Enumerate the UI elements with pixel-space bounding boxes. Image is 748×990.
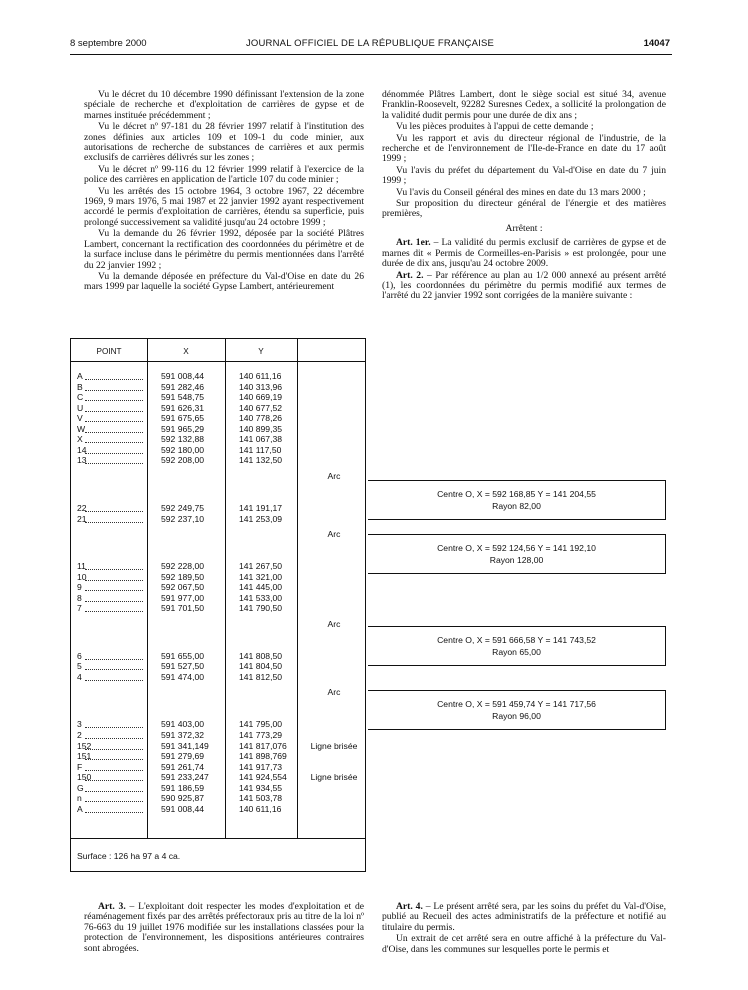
table-row: [71, 672, 365, 683]
arc-radius: Rayon 65,00: [492, 647, 541, 657]
paragraph: Vu les arrêtés des 15 octobre 1964, 3 octobre 1967, 22 décembre 1969, 9 mars 1976, 5 mai 1987 et 22 janvier 1992 ayant respectivement accordé le permis d'exploitation de carrières, étendu sa superficie, puis prolongé successivement sa validité jusqu'au 24 octobre 1999 ;: [84, 185, 364, 228]
header-divider: [71, 361, 365, 362]
table-row: [71, 455, 365, 466]
y-value: 141 898,769: [239, 751, 287, 762]
x-value: 591 626,31: [161, 402, 205, 413]
paragraph: Vu les rapport et avis du directeur régional de l'industrie, de la recherche et de l'environnement de l'Ile-de-France en date du 17 août 1999 ;: [382, 132, 666, 165]
leader-dots: [85, 400, 143, 401]
y-value: 141 132,50: [239, 455, 283, 466]
leader-dots: [85, 411, 143, 412]
leader-dots: [85, 727, 143, 728]
x-value: 591 282,46: [161, 381, 205, 392]
x-value: 592 237,10: [161, 513, 205, 524]
table-row: [71, 413, 365, 424]
leader-dots: [85, 442, 143, 443]
paragraph: Vu le décret nº 97-181 du 28 février 1997 relatif à l'institution des zones définies aux articles 109 et 109-1 du code minier, aux autorisations de recherche de substances de carrières et aux permis exclusifs de carrières délivrés sur les zones ;: [84, 121, 364, 164]
article-text: – La validité du permis exclusif de carrières de gypse et de marnes dit « Permis de Cormeilles-en-Parisis » est prolongée, pour une durée de dix ans, jusqu'au 24 octobre 2009.: [382, 237, 666, 270]
leader-dots: [85, 453, 143, 454]
y-value: 141 790,50: [239, 603, 283, 614]
page-header: [70, 38, 670, 52]
table-row: [71, 804, 365, 815]
x-value: 591 527,50: [161, 661, 205, 672]
point-label: 21: [77, 513, 87, 524]
arc-radius: Rayon 128,00: [489, 555, 544, 565]
table-row: [71, 783, 365, 794]
leader-dots: [85, 749, 143, 750]
arc-row: [71, 619, 365, 630]
table-row: [71, 593, 365, 604]
x-value: 591 675,65: [161, 413, 205, 424]
arc-radius: Rayon 96,00: [492, 711, 541, 721]
article-1: [382, 238, 666, 269]
surface-total: Surface : 126 ha 97 a 4 ca.: [77, 851, 181, 861]
y-value: 141 503,78: [239, 793, 283, 804]
article-label: Art. 2.: [396, 269, 424, 281]
x-value: 591 474,00: [161, 671, 205, 682]
point-label: 152: [77, 740, 92, 751]
issue-date: 8 septembre 2000: [70, 38, 147, 49]
paragraph: Sur proposition du directeur général de l'énergie et des matières premières,: [382, 198, 666, 220]
y-value: 141 321,00: [239, 571, 283, 582]
y-value: 140 677,52: [239, 402, 283, 413]
y-value: 140 778,26: [239, 413, 283, 424]
y-value: 141 924,554: [239, 772, 287, 783]
header-x: X: [183, 347, 189, 356]
table-row: [71, 582, 365, 593]
point-label: V: [77, 413, 83, 424]
leader-dots: [85, 379, 143, 380]
leader-dots: [85, 812, 143, 813]
point-label: C: [77, 392, 84, 403]
table-row: [71, 772, 365, 783]
right-column-bottom: [382, 902, 666, 956]
x-value: 592 067,50: [161, 582, 205, 593]
x-value: 591 233,247: [161, 772, 209, 783]
arc-box: [368, 480, 666, 520]
y-value: 141 917,73: [239, 761, 283, 772]
point-label: 13: [77, 455, 87, 466]
arc-radius: Rayon 82,00: [492, 501, 541, 511]
point-label: 22: [77, 502, 87, 513]
table-row: [71, 434, 365, 445]
paragraph: Vu l'avis du préfet du département du Val-d'Oise en date du 7 juin 1999 ;: [382, 164, 666, 187]
point-label: 10: [77, 571, 87, 582]
arc-box: [368, 690, 666, 730]
table-row: [71, 503, 365, 514]
y-value: 141 817,076: [239, 740, 287, 751]
leader-dots: [85, 580, 143, 581]
leader-dots: [85, 569, 143, 570]
leader-dots: [85, 738, 143, 739]
leader-dots: [85, 432, 143, 433]
paragraph: Vu les pièces produites à l'appui de cette demande ;: [396, 121, 594, 133]
table-row: [71, 751, 365, 762]
x-value: 591 008,44: [161, 803, 205, 814]
x-value: 591 341,149: [161, 740, 209, 751]
point-label: F: [77, 761, 83, 772]
table-row: [71, 561, 365, 572]
point-label: A: [77, 371, 83, 381]
y-value: 141 067,38: [239, 434, 283, 445]
article-2: [382, 271, 666, 302]
leader-dots: [85, 611, 143, 612]
leader-dots: [85, 590, 143, 591]
arc-center: Centre O, X = 591 459,74 Y = 141 717,56: [437, 699, 596, 709]
point-label: 150: [77, 772, 92, 783]
article-text: – L'exploitant doit respecter les modes d'exploitation et de réaménagement fixés par des arrêtés préfectoraux pris au titre de la loi nº 76-663 du 19 juillet 1976 modifiée sur les installations classées pour la protection de l'environnement, les dispositions antérieures contraires sont abrogées.: [84, 901, 364, 954]
leader-dots: [85, 463, 143, 464]
x-value: 592 189,50: [161, 571, 205, 582]
header-rule: [70, 54, 672, 55]
x-value: 592 228,00: [161, 561, 205, 572]
x-value: 591 008,44: [161, 371, 205, 381]
x-value: 591 261,74: [161, 761, 205, 772]
paragraph: Vu l'avis du Conseil général des mines en date du 13 mars 2000 ;: [396, 186, 646, 198]
table-row: [71, 382, 365, 393]
y-value: 141 795,00: [239, 719, 283, 730]
leader-dots: [85, 669, 143, 670]
arc-center: Centre O, X = 591 666,58 Y = 141 743,52: [437, 635, 596, 645]
x-value: 591 548,75: [161, 392, 205, 403]
table-row: [71, 762, 365, 773]
journal-title: JOURNAL OFFICIEL DE LA RÉPUBLIQUE FRANÇAISE: [245, 38, 495, 49]
article-text: – Par référence au plan au 1/2 000 annexé au présent arrêté (1), les coordonnées du périmètre du permis modifié aux termes de l'arrêté du 22 janvier 1992 sont corrigées de la manière suivante :: [382, 269, 666, 302]
coordinates-table: [70, 338, 366, 872]
x-value: 591 403,00: [161, 719, 205, 730]
point-label: 9: [77, 582, 82, 593]
arc-row: [71, 471, 365, 482]
x-value: 591 701,50: [161, 603, 205, 614]
table-row: [71, 403, 365, 414]
article-text: – Le présent arrêté sera, par les soins du préfet du Val-d'Oise, publié au Recueil des actes administratifs de la préfecture et notifié au titulaire du permis.: [382, 901, 666, 933]
table-row: [71, 719, 365, 730]
y-value: 141 804,50: [239, 661, 283, 672]
row-remark: Ligne brisée: [310, 772, 358, 783]
arc-center: Centre O, X = 592 124,56 Y = 141 192,10: [437, 543, 596, 553]
x-value: 592 249,75: [161, 502, 205, 513]
footer-divider: [71, 838, 365, 839]
table-row: [71, 651, 365, 662]
leader-dots: [85, 770, 143, 771]
point-label: n: [77, 793, 82, 804]
point-label: 5: [77, 661, 82, 672]
y-value: 141 445,00: [239, 582, 283, 593]
x-value: 591 965,29: [161, 423, 205, 434]
y-value: 141 808,50: [239, 650, 283, 661]
row-remark: Ligne brisée: [310, 740, 358, 751]
y-value: 141 267,50: [239, 561, 283, 572]
right-column-top: [382, 90, 666, 303]
table-row: [71, 741, 365, 752]
point-label: 14: [77, 444, 87, 455]
article-label: Art. 4.: [396, 901, 423, 912]
header-y: Y: [258, 347, 264, 356]
point-label: G: [77, 782, 84, 793]
table-row: [71, 793, 365, 804]
point-label: 11: [77, 561, 86, 572]
y-value: 140 669,19: [239, 392, 283, 403]
point-label: 7: [77, 603, 82, 614]
x-value: 591 655,00: [161, 650, 205, 661]
row-remark: Arc: [327, 529, 341, 540]
article-3: [84, 902, 364, 954]
y-value: 141 773,29: [239, 730, 283, 740]
row-remark: Arc: [327, 687, 341, 698]
x-value: 590 925,87: [161, 793, 205, 804]
y-value: 141 812,50: [239, 671, 283, 682]
leader-dots: [85, 522, 143, 523]
x-value: 591 279,69: [161, 751, 205, 762]
point-label: W: [77, 423, 86, 434]
y-value: 141 117,50: [239, 444, 282, 455]
article-label: Art. 3.: [98, 901, 126, 912]
arc-row: [71, 529, 365, 540]
point-label: 3: [77, 719, 82, 730]
point-label: A: [77, 803, 83, 814]
y-value: 140 611,16: [239, 371, 282, 381]
y-value: 141 533,00: [239, 592, 283, 603]
paragraph: dénommée Plâtres Lambert, dont le siège social est situé 34, avenue Franklin-Roosevelt, 92282 Suresnes Cedex, a sollicité la prolongation de la validité dudit permis pour une durée de dix ans ;: [382, 89, 666, 121]
leader-dots: [85, 680, 143, 681]
table-row: [71, 514, 365, 525]
x-value: 592 208,00: [161, 455, 205, 466]
y-value: 140 611,16: [239, 803, 282, 814]
y-value: 141 191,17: [239, 502, 283, 513]
leader-dots: [85, 421, 143, 422]
paragraph: Vu le décret nº 99-116 du 12 février 1999 relatif à l'exercice de la police des carrières en application de l'article 107 du code minier ;: [84, 163, 364, 186]
table-row: [71, 371, 365, 382]
paragraph: Vu la demande du 26 février 1992, déposée par la société Plâtres Lambert, concernant la rectification des coordonnées du périmètre et de la surface incluse dans le périmètre du permis mentionnées dans l'arrêté du 22 janvier 1992 ;: [84, 228, 364, 271]
x-value: 591 372,32: [161, 730, 205, 740]
table-row: [71, 392, 365, 403]
x-value: 592 132,88: [161, 434, 205, 445]
row-remark: Arc: [327, 618, 341, 629]
arretent-heading: Arrêtent :: [505, 222, 543, 234]
point-label: X: [77, 434, 83, 445]
table-row: [71, 730, 365, 741]
x-value: 591 977,00: [161, 592, 205, 603]
article-4: [382, 902, 666, 933]
y-value: 140 313,96: [239, 381, 283, 392]
paragraph: Un extrait de cet arrêté sera en outre affiché à la préfecture du Val-d'Oise, dans les communes sur lesquelles porte le permis et: [382, 933, 666, 955]
y-value: 141 253,09: [239, 513, 283, 524]
table-row: [71, 445, 365, 456]
leader-dots: [85, 780, 143, 781]
arc-row: [71, 687, 365, 698]
leader-dots: [85, 659, 143, 660]
leader-dots: [85, 511, 143, 512]
point-label: 6: [77, 650, 82, 661]
point-label: 2: [77, 730, 82, 740]
left-column-top: [84, 90, 364, 294]
y-value: 141 934,55: [239, 782, 283, 793]
table-row: [71, 424, 365, 435]
arc-box: [368, 534, 666, 574]
leader-dots: [85, 601, 143, 602]
arc-box: [368, 626, 666, 666]
point-label: B: [77, 381, 83, 392]
point-label: 8: [77, 592, 82, 603]
header-point: POINT: [96, 347, 122, 356]
row-remark: Arc: [327, 470, 341, 481]
leader-dots: [85, 390, 143, 391]
paragraph: Vu le décret du 10 décembre 1990 définissant l'extension de la zone spéciale de recherche et d'exploitation de carrières de gypse et de marnes instituée précédemment ;: [84, 89, 364, 121]
table-row: [71, 572, 365, 583]
leader-dots: [85, 801, 143, 802]
x-value: 592 180,00: [161, 444, 205, 455]
table-row: [71, 661, 365, 672]
x-value: 591 186,59: [161, 782, 205, 793]
paragraph: Vu la demande déposée en préfecture du Val-d'Oise en date du 26 mars 1999 par laquelle la société Gypse Lambert, antérieurement: [84, 270, 364, 293]
point-label: U: [77, 402, 84, 413]
article-label: Art. 1er.: [396, 237, 431, 249]
arc-center: Centre O, X = 592 168,85 Y = 141 204,55: [437, 489, 596, 499]
left-column-bottom: [84, 902, 364, 955]
y-value: 140 899,35: [239, 423, 283, 434]
table-row: [71, 603, 365, 614]
page-number: 14047: [643, 38, 670, 49]
point-label: 151: [77, 751, 92, 762]
leader-dots: [85, 759, 143, 760]
leader-dots: [85, 791, 143, 792]
point-label: 4: [77, 671, 82, 682]
